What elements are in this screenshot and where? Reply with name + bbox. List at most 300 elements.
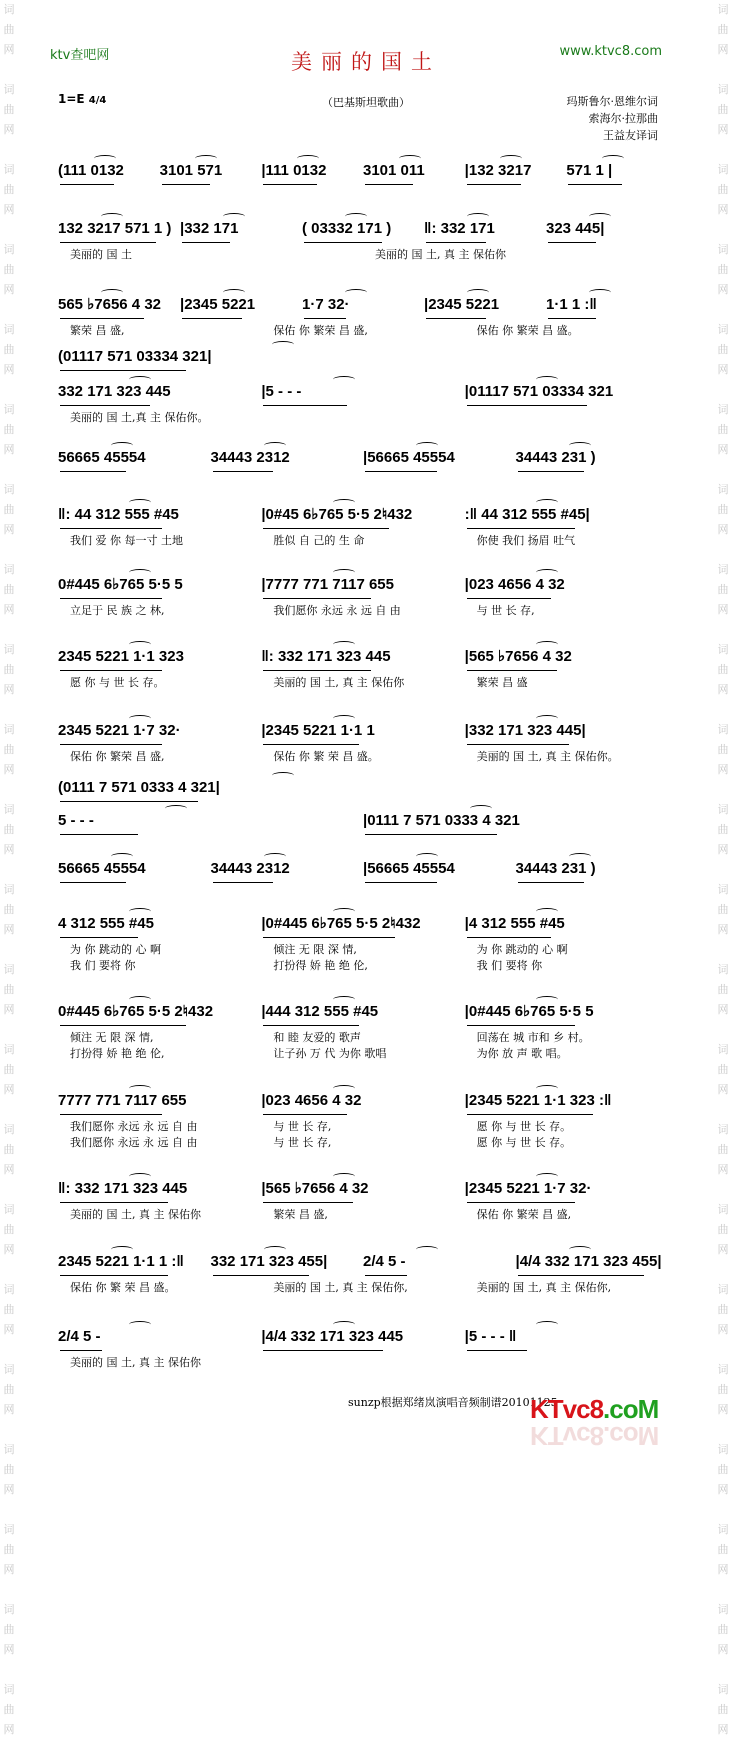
watermark-group bbox=[0, 1440, 18, 1500]
lyric-text: 和 睦 友爱的 歌声 bbox=[273, 1031, 361, 1044]
measure-notes: |2345 5221 1·1 1 bbox=[261, 722, 375, 739]
notation-line bbox=[58, 162, 670, 182]
watermark-char: 曲 bbox=[3, 343, 15, 356]
slur-mark bbox=[333, 715, 355, 722]
slur-mark bbox=[536, 1085, 558, 1092]
beam-underline bbox=[60, 1350, 102, 1352]
measure-notes: 323 445| bbox=[546, 220, 605, 237]
watermark-char: 曲 bbox=[717, 1463, 729, 1476]
lyric-text: 我们愿你 永远 永 远 自 由 bbox=[273, 604, 401, 617]
beam-underline bbox=[365, 1275, 407, 1277]
lyric-text: 美丽的 国 土, 真 主 保佑你 bbox=[70, 1208, 201, 1221]
measure-notes: 332 171 323 455| bbox=[210, 1253, 328, 1270]
watermark-char: 曲 bbox=[3, 1383, 15, 1396]
lyric-text: 打扮得 娇 艳 绝 伦, bbox=[273, 959, 368, 972]
watermark-group bbox=[0, 1360, 18, 1420]
watermark-char: 曲 bbox=[717, 1223, 729, 1236]
slur-mark bbox=[111, 442, 133, 449]
slur-mark bbox=[297, 155, 319, 162]
measure-notes: |4/4 332 171 323 445 bbox=[261, 1328, 404, 1345]
measure-notes: (0111 7 571 0333 4 321| bbox=[58, 779, 220, 796]
measure-notes: ‖: 332 171 bbox=[424, 220, 495, 237]
watermark-char: 词 bbox=[3, 963, 15, 976]
watermark-char: 网 bbox=[3, 1723, 15, 1736]
measure-notes: |023 4656 4 32 bbox=[464, 576, 565, 593]
measure-notes: :‖ 44 312 555 #45| bbox=[464, 506, 590, 523]
measure-notes: 34443 231 ) bbox=[515, 449, 596, 466]
lyric-text: 倾注 无 限 深 情, bbox=[273, 943, 357, 956]
left-watermark-strip bbox=[0, 0, 18, 1736]
watermark-char: 曲 bbox=[717, 823, 729, 836]
slur-mark bbox=[333, 569, 355, 576]
watermark-char: 曲 bbox=[3, 1063, 15, 1076]
beam-underline bbox=[263, 528, 389, 530]
slur-mark bbox=[264, 853, 286, 860]
notation-line bbox=[58, 1092, 670, 1112]
site-name-left[interactable]: ktv查吧网 bbox=[50, 48, 110, 63]
watermark-char: 词 bbox=[3, 1123, 15, 1136]
watermark-char: 网 bbox=[717, 1643, 729, 1656]
beam-underline bbox=[263, 405, 347, 407]
watermark-group bbox=[0, 1040, 18, 1100]
watermark-char: 网 bbox=[717, 763, 729, 776]
lyric-line bbox=[60, 534, 670, 548]
watermark-char: 曲 bbox=[717, 1623, 729, 1636]
notation-line bbox=[58, 812, 670, 832]
lyric-text: 我们愿你 永远 永 远 自 由 bbox=[70, 1120, 198, 1133]
slur-mark bbox=[536, 908, 558, 915]
measure-notes: |2345 5221 bbox=[424, 296, 500, 313]
watermark-char: 网 bbox=[717, 523, 729, 536]
notation-line bbox=[58, 348, 670, 368]
measure-notes: |023 4656 4 32 bbox=[261, 1092, 362, 1109]
watermark-char: 网 bbox=[3, 1323, 15, 1336]
watermark-group bbox=[0, 1200, 18, 1260]
measure-notes: 2/4 5 - bbox=[363, 1253, 406, 1270]
watermark-char: 网 bbox=[717, 843, 729, 856]
lyric-text: 我们愿你 永远 永 远 自 由 bbox=[70, 1136, 198, 1149]
beam-underline bbox=[365, 882, 437, 884]
measure-notes: |56665 45554 bbox=[363, 449, 455, 466]
beam-underline bbox=[467, 184, 521, 186]
watermark-char: 曲 bbox=[717, 663, 729, 676]
watermark-char: 网 bbox=[3, 1083, 15, 1096]
slur-mark bbox=[129, 908, 151, 915]
lyric-text: 美丽的 国 土,真 主 保佑你。 bbox=[70, 411, 209, 424]
watermark-char: 曲 bbox=[717, 903, 729, 916]
measure-notes: |2345 5221 bbox=[180, 296, 256, 313]
watermark-group bbox=[714, 880, 732, 940]
lyric-text: 为你 放 声 歌 唱。 bbox=[476, 1047, 568, 1060]
lyric-line bbox=[60, 324, 670, 338]
key-label: 1=E bbox=[58, 92, 85, 106]
beam-underline bbox=[162, 184, 210, 186]
watermark-char: 词 bbox=[3, 1203, 15, 1216]
watermark-char: 网 bbox=[3, 203, 15, 216]
watermark-char: 曲 bbox=[717, 743, 729, 756]
slur-mark bbox=[467, 213, 489, 220]
beam-underline bbox=[60, 937, 138, 939]
watermark-char: 曲 bbox=[717, 1063, 729, 1076]
beam-underline bbox=[60, 405, 150, 407]
beam-underline bbox=[263, 670, 371, 672]
watermark-char: 曲 bbox=[3, 1543, 15, 1556]
watermark-group bbox=[714, 1360, 732, 1420]
watermark-char: 曲 bbox=[3, 23, 15, 36]
watermark-char: 网 bbox=[717, 363, 729, 376]
beam-underline bbox=[60, 370, 186, 372]
watermark-char: 词 bbox=[717, 1043, 729, 1056]
lyric-text: 打扮得 娇 艳 绝 伦, bbox=[70, 1047, 165, 1060]
watermark-group bbox=[0, 960, 18, 1020]
watermark-group bbox=[714, 80, 732, 140]
watermark-char: 曲 bbox=[3, 743, 15, 756]
lyric-text: 愿 你 与 世 长 存。 bbox=[70, 676, 165, 689]
lyricist-credit: 玛斯鲁尔·恩维尔词 bbox=[566, 95, 658, 108]
watermark-char: 词 bbox=[3, 1043, 15, 1056]
measure-notes: 132 3217 571 1 ) bbox=[58, 220, 172, 237]
lyric-text: 美丽的 国 土, 真 主 保佑你 bbox=[273, 676, 405, 689]
beam-underline bbox=[60, 882, 126, 884]
slur-mark bbox=[129, 376, 151, 383]
measure-notes: ( 03332 171 ) bbox=[302, 220, 392, 237]
slur-mark bbox=[569, 442, 591, 449]
beam-underline bbox=[467, 744, 569, 746]
slur-mark bbox=[345, 289, 367, 296]
beam-underline bbox=[263, 1114, 347, 1116]
measure-notes: 4 312 555 #45 bbox=[58, 915, 154, 932]
lyric-line bbox=[60, 943, 670, 957]
watermark-char: 曲 bbox=[717, 263, 729, 276]
lyric-text: 我 们 要将 你 bbox=[70, 959, 136, 972]
watermark-char: 词 bbox=[3, 1363, 15, 1376]
measure-notes: 1·7 32· bbox=[302, 296, 350, 313]
slur-mark bbox=[264, 442, 286, 449]
measure-notes: ‖: 332 171 323 445 bbox=[58, 1180, 188, 1197]
slur-mark bbox=[470, 805, 492, 812]
watermark-char: 网 bbox=[717, 1563, 729, 1576]
lyric-text: 保佑 你 繁荣 昌 盛, bbox=[273, 324, 368, 337]
beam-underline bbox=[467, 598, 551, 600]
watermark-group bbox=[0, 640, 18, 700]
watermark-char: 网 bbox=[717, 923, 729, 936]
watermark-char: 曲 bbox=[717, 23, 729, 36]
beam-underline bbox=[518, 1275, 644, 1277]
watermark-char: 网 bbox=[3, 1483, 15, 1496]
measure-notes: |5 - - - bbox=[261, 383, 302, 400]
watermark-char: 网 bbox=[3, 763, 15, 776]
watermark-char: 曲 bbox=[3, 183, 15, 196]
beam-underline bbox=[426, 318, 486, 320]
watermark-char: 网 bbox=[717, 1243, 729, 1256]
slur-mark bbox=[536, 1321, 558, 1328]
watermark-group bbox=[714, 720, 732, 780]
slur-mark bbox=[416, 442, 438, 449]
watermark-char: 曲 bbox=[3, 1143, 15, 1156]
slur-mark bbox=[467, 289, 489, 296]
measure-notes: 56665 45554 bbox=[58, 860, 146, 877]
watermark-char: 词 bbox=[3, 163, 15, 176]
watermark-char: 词 bbox=[717, 323, 729, 336]
measure-notes: ‖: 44 312 555 #45 bbox=[58, 506, 179, 523]
watermark-group bbox=[0, 560, 18, 620]
measure-notes: 34443 231 ) bbox=[515, 860, 596, 877]
watermark-char: 词 bbox=[717, 483, 729, 496]
slur-mark bbox=[589, 213, 611, 220]
watermark-char: 网 bbox=[3, 603, 15, 616]
watermark-char: 词 bbox=[3, 1283, 15, 1296]
slur-mark bbox=[94, 155, 116, 162]
beam-underline bbox=[426, 242, 486, 244]
lyric-text: 我 们 要将 你 bbox=[476, 959, 543, 972]
watermark-char: 词 bbox=[3, 883, 15, 896]
watermark-char: 曲 bbox=[3, 1623, 15, 1636]
slur-mark bbox=[536, 715, 558, 722]
measure-notes: |0111 7 571 0333 4 321 bbox=[363, 812, 520, 829]
watermark-group bbox=[714, 1600, 732, 1660]
lyric-line bbox=[60, 411, 670, 425]
lyric-text: 愿 你 与 世 长 存。 bbox=[476, 1120, 572, 1133]
watermark-char: 词 bbox=[3, 723, 15, 736]
watermark-group bbox=[0, 320, 18, 380]
slur-mark bbox=[536, 996, 558, 1003]
measure-notes: |4/4 332 171 323 455| bbox=[515, 1253, 662, 1270]
watermark-group bbox=[714, 1520, 732, 1580]
watermark-char: 曲 bbox=[3, 663, 15, 676]
watermark-char: 网 bbox=[717, 683, 729, 696]
watermark-char: 网 bbox=[3, 523, 15, 536]
watermark-char: 词 bbox=[3, 1443, 15, 1456]
beam-underline bbox=[213, 471, 273, 473]
song-subtitle: （巴基斯坦歌曲） bbox=[322, 96, 410, 109]
watermark-char: 网 bbox=[3, 1643, 15, 1656]
slur-mark bbox=[272, 341, 294, 348]
slur-mark bbox=[333, 376, 355, 383]
watermark-group bbox=[714, 1440, 732, 1500]
lyric-line bbox=[60, 1047, 670, 1061]
watermark-char: 网 bbox=[3, 1243, 15, 1256]
beam-underline bbox=[518, 471, 584, 473]
beam-underline bbox=[467, 937, 551, 939]
watermark-char: 曲 bbox=[717, 583, 729, 596]
watermark-char: 网 bbox=[3, 443, 15, 456]
slur-mark bbox=[333, 1321, 355, 1328]
beam-underline bbox=[60, 598, 162, 600]
slur-mark bbox=[129, 996, 151, 1003]
site-url-right[interactable]: www.ktvc8.com bbox=[559, 44, 662, 59]
lyric-text: 美丽的 国 土 bbox=[70, 248, 132, 261]
measure-notes: 332 171 323 445 bbox=[58, 383, 171, 400]
ktvc8-logo-reflection: KTvc8.coM bbox=[530, 1421, 659, 1451]
measure-notes: 2345 5221 1·7 32· bbox=[58, 722, 181, 739]
watermark-char: 词 bbox=[717, 83, 729, 96]
translator-credit: 王益友译词 bbox=[603, 129, 658, 142]
measure-notes: |444 312 555 #45 bbox=[261, 1003, 379, 1020]
slur-mark bbox=[165, 805, 187, 812]
slur-mark bbox=[264, 1246, 286, 1253]
measure-notes: 2/4 5 - bbox=[58, 1328, 101, 1345]
watermark-char: 词 bbox=[717, 883, 729, 896]
watermark-char: 曲 bbox=[3, 503, 15, 516]
notation-line bbox=[58, 449, 670, 469]
lyric-line bbox=[60, 676, 670, 690]
slur-mark bbox=[101, 289, 123, 296]
lyric-text: 美丽的 国 土, 真 主 保佑你 bbox=[70, 1356, 201, 1369]
lyric-text: 立足于 民 族 之 林, bbox=[70, 604, 165, 617]
watermark-group bbox=[714, 160, 732, 220]
watermark-char: 词 bbox=[3, 1683, 15, 1696]
notation-line bbox=[58, 576, 670, 596]
beam-underline bbox=[263, 184, 317, 186]
watermark-char: 曲 bbox=[717, 983, 729, 996]
notation-line bbox=[58, 860, 670, 880]
measure-notes: |111 0132 bbox=[261, 162, 327, 179]
slur-mark bbox=[333, 499, 355, 506]
time-signature: 4/4 bbox=[88, 95, 107, 106]
measure-notes: 0#445 6♭765 5·5 2♮432 bbox=[58, 1003, 214, 1020]
lyric-text: 保佑 你 繁 荣 昌 盛。 bbox=[70, 1281, 176, 1294]
measure-notes: |56665 45554 bbox=[363, 860, 455, 877]
slur-mark bbox=[333, 996, 355, 1003]
slur-mark bbox=[333, 1085, 355, 1092]
notation-line bbox=[58, 220, 670, 240]
lyric-text: 保佑 你 繁 荣 昌 盛。 bbox=[273, 750, 379, 763]
watermark-char: 词 bbox=[717, 1523, 729, 1536]
slur-mark bbox=[536, 376, 558, 383]
watermark-char: 词 bbox=[3, 323, 15, 336]
beam-underline bbox=[60, 801, 198, 803]
watermark-group bbox=[714, 320, 732, 380]
slur-mark bbox=[129, 1173, 151, 1180]
lyric-text: 为 你 跳动的 心 啊 bbox=[476, 943, 568, 956]
beam-underline bbox=[263, 1202, 353, 1204]
beam-underline bbox=[467, 405, 587, 407]
watermark-group bbox=[0, 480, 18, 540]
measure-notes: 565 ♭7656 4 32 bbox=[58, 296, 162, 313]
slur-mark bbox=[223, 213, 245, 220]
watermark-char: 曲 bbox=[717, 423, 729, 436]
beam-underline bbox=[213, 882, 273, 884]
watermark-char: 网 bbox=[717, 1323, 729, 1336]
lyric-text: 美丽的 国 土, 真 主 保佑你, bbox=[476, 1281, 612, 1294]
beam-underline bbox=[467, 670, 557, 672]
watermark-group bbox=[714, 1680, 732, 1740]
watermark-char: 词 bbox=[717, 3, 729, 16]
lyric-text: 回荡在 城 市和 乡 村。 bbox=[476, 1031, 590, 1044]
watermark-char: 词 bbox=[717, 1443, 729, 1456]
beam-underline bbox=[467, 1114, 593, 1116]
measure-notes: |132 3217 bbox=[464, 162, 532, 179]
watermark-char: 词 bbox=[3, 3, 15, 16]
lyric-line bbox=[60, 1356, 670, 1370]
lyric-text: 愿 你 与 世 长 存。 bbox=[476, 1136, 572, 1149]
watermark-char: 网 bbox=[3, 1403, 15, 1416]
watermark-char: 网 bbox=[717, 1083, 729, 1096]
notation-line bbox=[58, 383, 670, 403]
beam-underline bbox=[467, 1025, 575, 1027]
watermark-group bbox=[714, 800, 732, 860]
watermark-char: 网 bbox=[3, 1163, 15, 1176]
beam-underline bbox=[263, 937, 395, 939]
slur-mark bbox=[333, 1173, 355, 1180]
measure-notes: 1·1 1 :‖ bbox=[546, 296, 597, 313]
watermark-char: 词 bbox=[717, 243, 729, 256]
watermark-char: 词 bbox=[717, 163, 729, 176]
beam-underline bbox=[182, 318, 242, 320]
slur-mark bbox=[111, 1246, 133, 1253]
watermark-char: 网 bbox=[717, 443, 729, 456]
slur-mark bbox=[129, 499, 151, 506]
slur-mark bbox=[416, 853, 438, 860]
watermark-char: 曲 bbox=[3, 263, 15, 276]
notation-line bbox=[58, 915, 670, 935]
measure-notes: |7777 771 7117 655 bbox=[261, 576, 394, 593]
notation-line bbox=[58, 296, 670, 316]
watermark-char: 曲 bbox=[717, 183, 729, 196]
slur-mark bbox=[129, 1321, 151, 1328]
watermark-group bbox=[714, 1120, 732, 1180]
measure-notes: |0#445 6♭765 5·5 5 bbox=[464, 1003, 594, 1020]
watermark-char: 曲 bbox=[3, 903, 15, 916]
beam-underline bbox=[213, 1275, 309, 1277]
watermark-char: 词 bbox=[717, 1203, 729, 1216]
composer-credit: 索海尔·拉那曲 bbox=[588, 112, 658, 125]
watermark-char: 网 bbox=[3, 1563, 15, 1576]
measure-notes: 34443 2312 bbox=[210, 449, 290, 466]
slur-mark bbox=[399, 155, 421, 162]
watermark-group bbox=[0, 800, 18, 860]
notation-line bbox=[58, 1328, 670, 1348]
transcription-note: sunzp根据郑绪岚演唱音频制谱20101125 bbox=[348, 1396, 558, 1409]
slur-mark bbox=[101, 213, 123, 220]
watermark-char: 词 bbox=[3, 643, 15, 656]
watermark-group bbox=[0, 1280, 18, 1340]
watermark-char: 词 bbox=[717, 1603, 729, 1616]
watermark-char: 网 bbox=[3, 1003, 15, 1016]
watermark-group bbox=[0, 1120, 18, 1180]
slur-mark bbox=[589, 289, 611, 296]
watermark-group bbox=[0, 720, 18, 780]
measure-notes: 2345 5221 1·1 1 :‖ bbox=[58, 1253, 184, 1270]
beam-underline bbox=[60, 184, 114, 186]
watermark-char: 网 bbox=[3, 923, 15, 936]
beam-underline bbox=[467, 1202, 575, 1204]
watermark-char: 网 bbox=[717, 1483, 729, 1496]
watermark-char: 词 bbox=[3, 1603, 15, 1616]
slur-mark bbox=[129, 569, 151, 576]
slur-mark bbox=[223, 289, 245, 296]
lyric-text: 为 你 跳动的 心 啊 bbox=[70, 943, 161, 956]
watermark-char: 词 bbox=[717, 803, 729, 816]
measure-notes: |0#45 6♭765 5·5 2♮432 bbox=[261, 506, 413, 523]
watermark-group bbox=[0, 1520, 18, 1580]
watermark-char: 词 bbox=[3, 1523, 15, 1536]
watermark-group bbox=[0, 160, 18, 220]
watermark-char: 网 bbox=[3, 843, 15, 856]
lyric-text: 保佑 你 繁荣 昌 盛, bbox=[70, 750, 165, 763]
watermark-group bbox=[0, 80, 18, 140]
measure-notes: 0#445 6♭765 5·5 5 bbox=[58, 576, 183, 593]
beam-underline bbox=[518, 882, 584, 884]
watermark-char: 词 bbox=[3, 403, 15, 416]
watermark-char: 词 bbox=[717, 563, 729, 576]
watermark-char: 曲 bbox=[3, 1223, 15, 1236]
lyric-line bbox=[60, 750, 670, 764]
beam-underline bbox=[304, 242, 382, 244]
watermark-char: 曲 bbox=[3, 423, 15, 436]
measure-notes: |2345 5221 1·7 32· bbox=[464, 1180, 592, 1197]
watermark-char: 曲 bbox=[3, 983, 15, 996]
